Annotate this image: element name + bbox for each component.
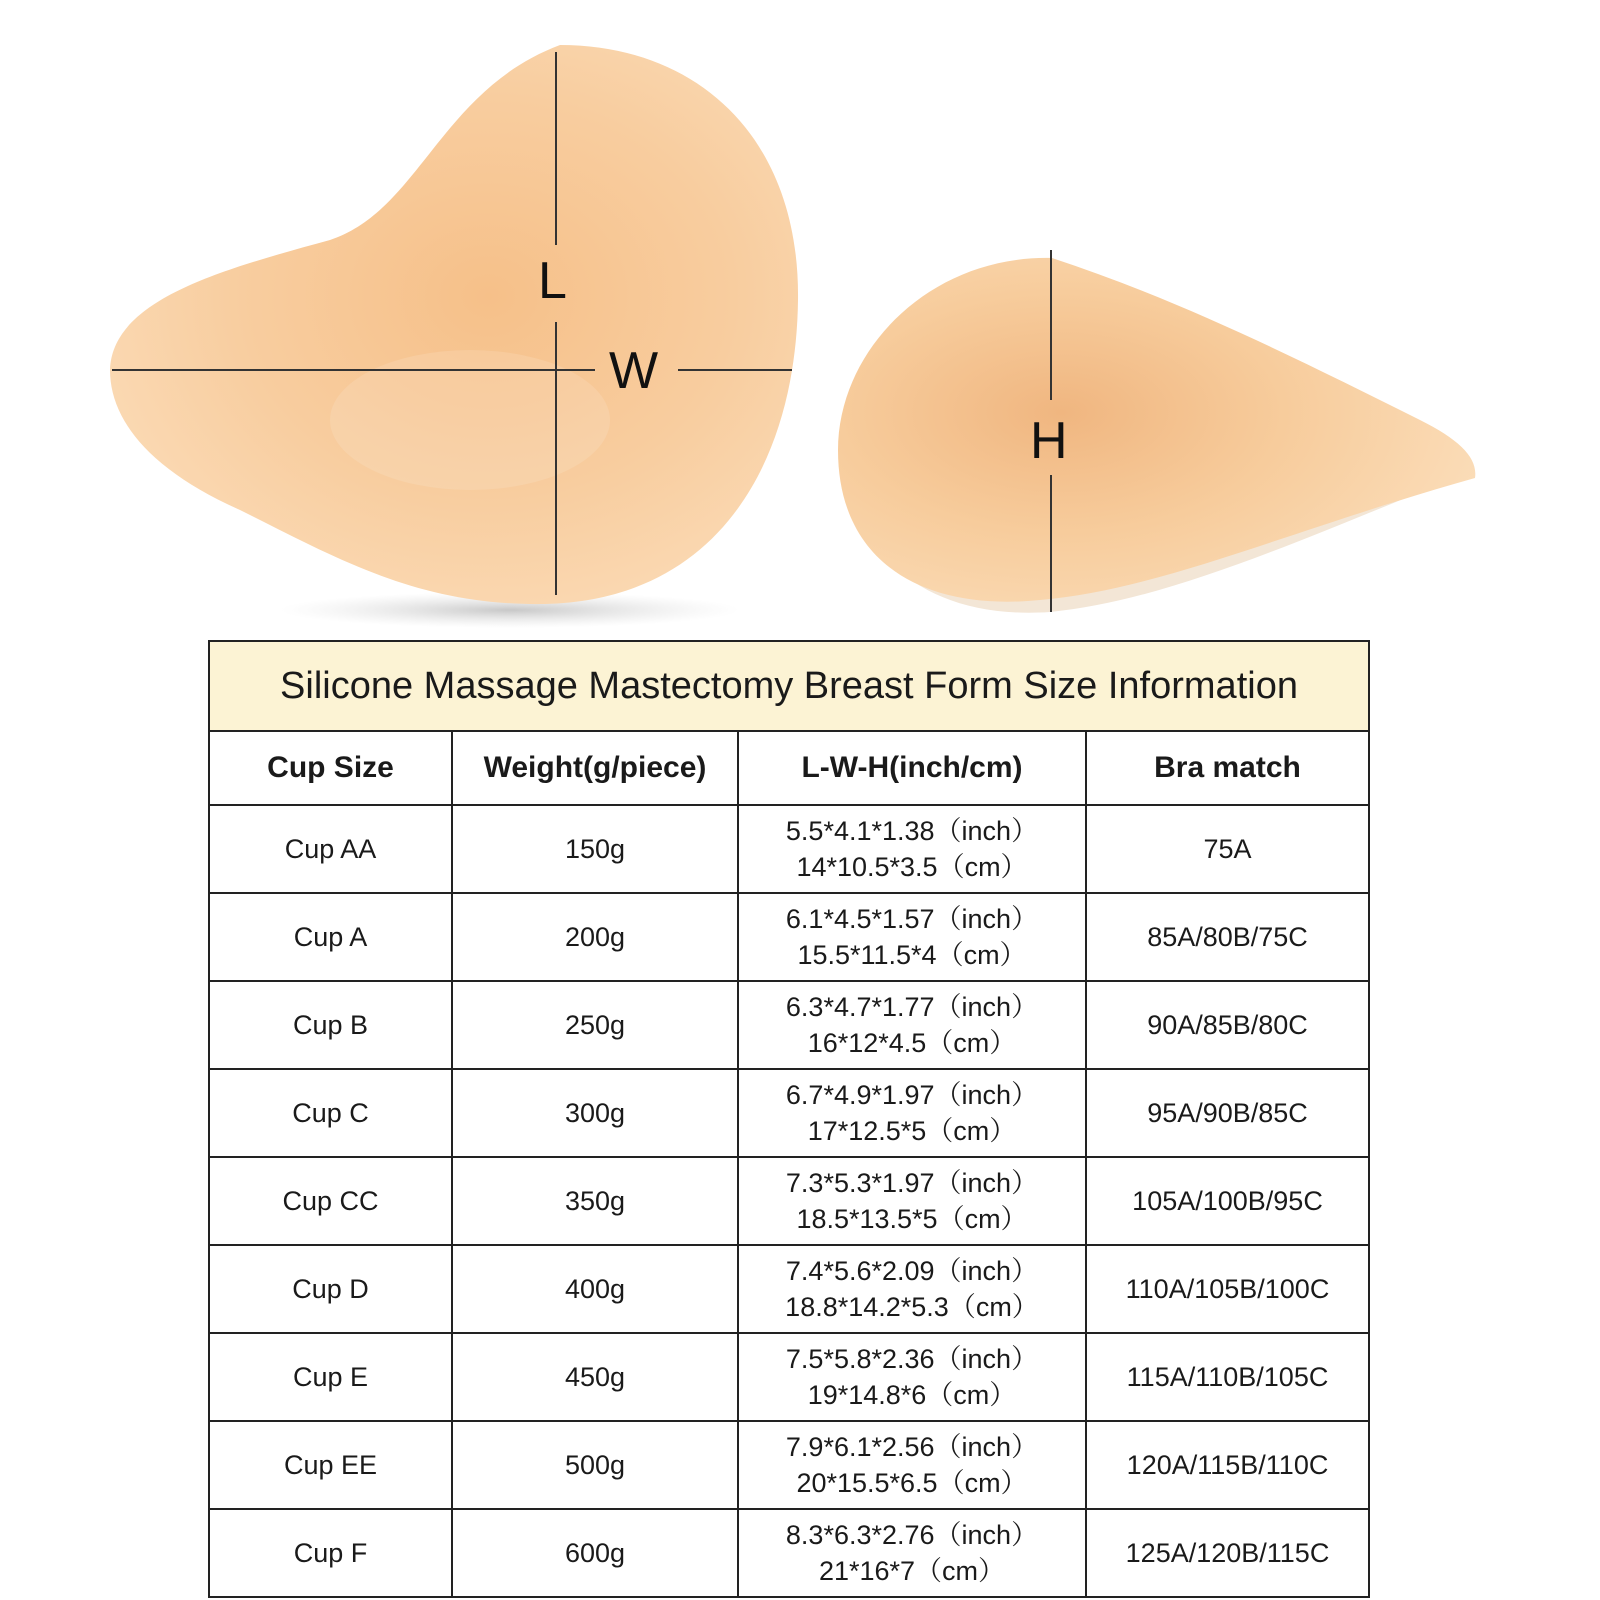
dimensions-cell	[738, 1509, 1086, 1597]
table-row	[209, 1157, 1369, 1245]
table-title: Silicone Massage Mastectomy Breast Form Size Information	[209, 641, 1369, 731]
dimensions-cell	[738, 1333, 1086, 1421]
size-table	[208, 640, 1370, 1598]
table-row	[209, 981, 1369, 1069]
bra-match-cell: 95A/90B/85C	[1086, 1069, 1369, 1157]
dimensions-inch: 8.3*6.3*2.76（inch）	[785, 1520, 1039, 1550]
bra-match-cell: 115A/110B/105C	[1086, 1333, 1369, 1421]
height-label: H	[1030, 412, 1068, 470]
cup-size-cell: Cup B	[209, 981, 452, 1069]
bra-match-cell: 90A/85B/80C	[1086, 981, 1369, 1069]
length-label: L	[538, 252, 567, 310]
cup-size-cell: Cup D	[209, 1245, 452, 1333]
weight-cell: 350g	[452, 1157, 738, 1245]
dimensions-cm: 16*12*4.5（cm）	[807, 1028, 1017, 1058]
dimensions-inch: 7.9*6.1*2.56（inch）	[785, 1432, 1039, 1462]
cup-size-cell: Cup F	[209, 1509, 452, 1597]
table-row	[209, 1245, 1369, 1333]
dimensions-inch: 6.7*4.9*1.97（inch）	[785, 1080, 1039, 1110]
header-cup-size: Cup Size	[209, 731, 452, 805]
dimensions-cm: 15.5*11.5*4（cm）	[797, 940, 1027, 970]
bra-match-cell: 110A/105B/100C	[1086, 1245, 1369, 1333]
table-row	[209, 1509, 1369, 1597]
dimensions-cm: 18.8*14.2*5.3（cm）	[785, 1292, 1039, 1322]
weight-cell: 200g	[452, 893, 738, 981]
cup-size-cell: Cup EE	[209, 1421, 452, 1509]
bra-match-cell: 105A/100B/95C	[1086, 1157, 1369, 1245]
cup-size-cell: Cup CC	[209, 1157, 452, 1245]
table-row	[209, 805, 1369, 893]
cup-size-cell: Cup C	[209, 1069, 452, 1157]
dimensions-cm: 21*16*7（cm）	[818, 1556, 1006, 1586]
dimensions-cm: 18.5*13.5*5（cm）	[796, 1204, 1028, 1234]
weight-cell: 300g	[452, 1069, 738, 1157]
dimensions-cell	[738, 805, 1086, 893]
bra-match-cell: 85A/80B/75C	[1086, 893, 1369, 981]
weight-cell: 600g	[452, 1509, 738, 1597]
header-bra-match: Bra match	[1086, 731, 1369, 805]
dimensions-cell	[738, 981, 1086, 1069]
dimensions-inch: 7.4*5.6*2.09（inch）	[785, 1256, 1039, 1286]
table-title-row	[209, 641, 1369, 731]
dimensions-inch: 6.1*4.5*1.57（inch）	[785, 904, 1039, 934]
dimensions-inch: 5.5*4.1*1.38（inch）	[785, 816, 1039, 846]
weight-cell: 250g	[452, 981, 738, 1069]
weight-cell: 450g	[452, 1333, 738, 1421]
table-row	[209, 1069, 1369, 1157]
header-dimensions: L-W-H(inch/cm)	[738, 731, 1086, 805]
bra-match-cell: 75A	[1086, 805, 1369, 893]
dimensions-inch: 6.3*4.7*1.77（inch）	[785, 992, 1039, 1022]
side-view-shape	[838, 258, 1475, 602]
dimensions-cm: 17*12.5*5（cm）	[807, 1116, 1017, 1146]
dimensions-inch: 7.3*5.3*1.97（inch）	[785, 1168, 1039, 1198]
weight-cell: 500g	[452, 1421, 738, 1509]
bra-match-cell: 125A/120B/115C	[1086, 1509, 1369, 1597]
dimensions-cell	[738, 893, 1086, 981]
breast-form-illustration	[0, 0, 1600, 640]
dimensions-cell	[738, 1157, 1086, 1245]
dimensions-cm: 20*15.5*6.5（cm）	[796, 1468, 1028, 1498]
dimensions-cm: 14*10.5*3.5（cm）	[796, 852, 1028, 882]
table-header-row	[209, 731, 1369, 805]
weight-cell: 400g	[452, 1245, 738, 1333]
dimensions-cell	[738, 1421, 1086, 1509]
table-row	[209, 893, 1369, 981]
dimensions-cell	[738, 1245, 1086, 1333]
width-label: W	[609, 342, 659, 400]
bra-match-cell: 120A/115B/110C	[1086, 1421, 1369, 1509]
table-row	[209, 1421, 1369, 1509]
cup-size-cell: Cup E	[209, 1333, 452, 1421]
weight-cell: 150g	[452, 805, 738, 893]
front-view-shape	[110, 45, 798, 604]
header-weight: Weight(g/piece)	[452, 731, 738, 805]
dimensions-cell	[738, 1069, 1086, 1157]
dimensions-inch: 7.5*5.8*2.36（inch）	[785, 1344, 1039, 1374]
table-row	[209, 1333, 1369, 1421]
cup-size-cell: Cup AA	[209, 805, 452, 893]
cup-size-cell: Cup A	[209, 893, 452, 981]
dimensions-cm: 19*14.8*6（cm）	[807, 1380, 1017, 1410]
